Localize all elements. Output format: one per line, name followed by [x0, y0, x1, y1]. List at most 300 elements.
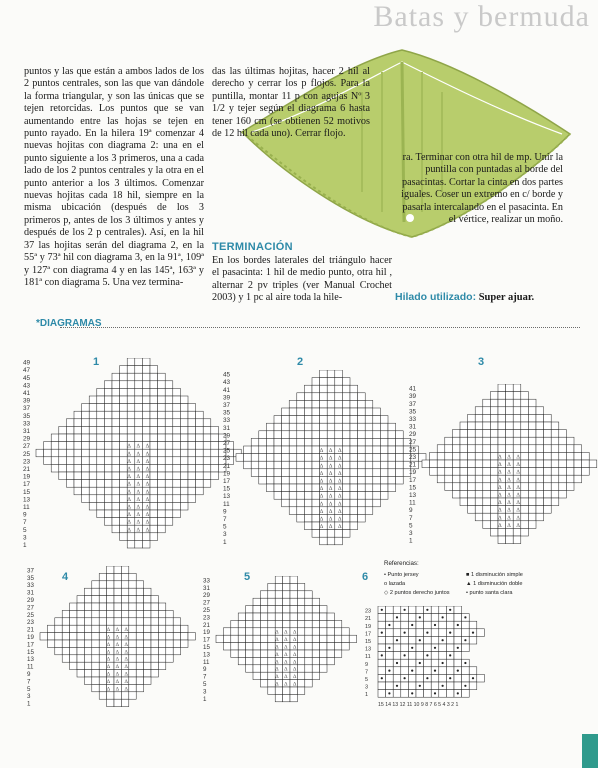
decrease-symbol: ∆ [136, 481, 141, 488]
chart-cell [312, 385, 320, 393]
decrease-symbol: ∆ [319, 501, 324, 508]
chart-cell [84, 618, 91, 625]
decrease-symbol: ∆ [338, 486, 342, 493]
chart-cell [358, 507, 366, 515]
decrease-symbol: ∆ [145, 451, 150, 458]
chart-cell [70, 633, 77, 640]
chart-cell [373, 446, 381, 454]
row-number: 33 [23, 420, 31, 428]
chart-cell [151, 610, 158, 617]
row-number: 1 [223, 538, 227, 546]
chart-cell [129, 662, 136, 669]
chart-cell [104, 449, 112, 457]
chart-cell [253, 613, 260, 620]
chart-cell [283, 576, 290, 583]
chart-cell [144, 603, 151, 610]
chart-cell [454, 682, 462, 690]
chart-cell [275, 591, 282, 598]
chart-cell [393, 652, 401, 660]
chart-cell [120, 419, 128, 427]
chart-cell [158, 610, 165, 617]
decrease-symbol: ∆ [284, 644, 288, 651]
chart-cell [408, 682, 416, 690]
chart-cell [158, 510, 166, 518]
decrease-symbol: ∆ [284, 674, 288, 681]
chart-cell [274, 416, 282, 424]
chart-cell [462, 690, 470, 698]
body-column-1 [24, 66, 204, 289]
chart-cell [268, 687, 275, 694]
chart-cell [396, 431, 404, 439]
decrease-symbol: ∆ [115, 671, 120, 678]
chart-cell [142, 381, 150, 389]
chart-cell [268, 657, 275, 664]
decrease-symbol: ∆ [115, 649, 120, 656]
chart-cell [66, 442, 74, 450]
chart-cell [158, 457, 166, 465]
chart-cell [99, 655, 106, 662]
chart-cell [536, 407, 544, 415]
decrease-symbol: ∆ [329, 493, 333, 500]
diagram-5 [202, 576, 361, 706]
chart-cell [282, 454, 290, 462]
chart-cell [320, 416, 328, 424]
chart-cell [439, 621, 447, 629]
chart-cell [320, 537, 328, 545]
chart-cell [431, 652, 439, 660]
chart-cell [304, 514, 312, 522]
chart-cell [335, 423, 343, 431]
decrease-symbol: ∆ [136, 512, 141, 519]
decrease-symbol: ∆ [498, 522, 502, 529]
chart-cell [260, 680, 267, 687]
chart-cell [469, 636, 477, 644]
chart-cell [127, 388, 135, 396]
chart-cell [312, 613, 319, 620]
chart-cell [483, 490, 491, 498]
decrease-symbol: ∆ [319, 455, 324, 462]
page-tab-marker [582, 734, 598, 768]
chart-cell [129, 684, 136, 691]
chart-cell [173, 404, 181, 412]
stitch-mark [464, 685, 466, 687]
chart-cell [180, 464, 188, 472]
stitch-mark [434, 670, 436, 672]
chart-cell [513, 414, 521, 422]
chart-cell [408, 606, 416, 614]
chart-cell [536, 483, 544, 491]
decrease-symbol: ∆ [338, 501, 342, 508]
chart-cell [528, 399, 536, 407]
chart-cell [373, 476, 381, 484]
chart-cell [378, 614, 386, 622]
chart-cell [289, 416, 297, 424]
chart-cell [260, 650, 267, 657]
chart-cell [136, 603, 143, 610]
chart-cell [89, 426, 97, 434]
row-number: 31 [203, 584, 210, 592]
chart-cell [460, 452, 468, 460]
chart-cell [231, 643, 238, 650]
chart-cell [151, 640, 158, 647]
chart-cell [112, 480, 120, 488]
chart-cell [320, 530, 328, 538]
row-number: 19 [23, 473, 31, 481]
chart-cell [84, 655, 91, 662]
chart-cell [483, 521, 491, 529]
chart-cell [380, 484, 388, 492]
stitch-mark [442, 639, 444, 641]
row-number: 15 [223, 485, 231, 493]
chart-cell [114, 692, 121, 699]
row-number: 7 [409, 514, 413, 522]
chart-cell [135, 540, 143, 548]
chart-cell [350, 438, 358, 446]
chart-cell [483, 468, 491, 476]
decrease-symbol: ∆ [124, 656, 128, 663]
chart-cell [452, 445, 460, 453]
chart-cell [312, 446, 320, 454]
chart-cell [431, 674, 439, 682]
decrease-symbol: ∆ [145, 474, 150, 481]
chart-cell [312, 507, 320, 515]
chart-cell [121, 566, 128, 573]
chart-cell [304, 522, 312, 530]
decrease-symbol: ∆ [507, 469, 511, 476]
chart-cell [136, 596, 143, 603]
chart-cell [342, 438, 350, 446]
chart-cell [320, 650, 327, 657]
chart-cell [99, 692, 106, 699]
chart-cell [120, 381, 128, 389]
chart-cell [92, 640, 99, 647]
chart-cell [55, 640, 62, 647]
chart-cell [150, 426, 158, 434]
decrease-symbol: ∆ [516, 507, 520, 514]
chart-cell [47, 633, 54, 640]
chart-cell [158, 518, 166, 526]
chart-cell [203, 434, 211, 442]
decrease-symbol: ∆ [516, 500, 520, 507]
chart-cell [92, 603, 99, 610]
chart-cell [320, 431, 328, 439]
chart-cell [498, 430, 506, 438]
decrease-symbol: ∆ [338, 463, 342, 470]
chart-cell [266, 484, 274, 492]
chart-cell [166, 618, 173, 625]
ref-punto-jersey: • Punto jersey [384, 572, 419, 578]
row-number: 31 [223, 424, 231, 432]
decrease-symbol: ∆ [507, 454, 511, 461]
hilado-value: Super ajuar. [478, 292, 535, 303]
chart-cell [173, 396, 181, 404]
chart-cell [180, 396, 188, 404]
chart-cell [327, 530, 335, 538]
chart-cell [144, 633, 151, 640]
chart-cell [82, 480, 90, 488]
chart-cell [107, 596, 114, 603]
chart-cell [393, 644, 401, 652]
chart-cell [196, 472, 204, 480]
chart-cell [327, 620, 334, 627]
decrease-symbol: ∆ [136, 489, 141, 496]
chart-cell [77, 640, 84, 647]
stitch-mark [396, 662, 398, 664]
row-number: 39 [23, 397, 31, 405]
chart-cell [51, 442, 59, 450]
chart-cell [275, 598, 282, 605]
chart-cell [112, 442, 120, 450]
chart-cell [431, 682, 439, 690]
chart-cell [82, 472, 90, 480]
decrease-symbol: ∆ [507, 515, 511, 522]
row-number: 41 [23, 390, 31, 397]
decrease-symbol: ∆ [329, 524, 333, 531]
chart-cell [173, 434, 181, 442]
chart-cell [350, 499, 358, 507]
chart-cell [260, 591, 267, 598]
chart-cell [150, 404, 158, 412]
chart-cell [468, 490, 476, 498]
chart-cell [439, 690, 447, 698]
stitch-mark [404, 632, 406, 634]
chart-cell [144, 647, 151, 654]
chart-cell [312, 620, 319, 627]
chart-cell [142, 426, 150, 434]
chart-cell [114, 573, 121, 580]
chart-cell [104, 464, 112, 472]
chart-cell [468, 475, 476, 483]
chart-cell [120, 411, 128, 419]
chart-cell [297, 454, 305, 462]
chart-cell [566, 452, 574, 460]
decrease-symbol: ∆ [275, 674, 279, 681]
chart-cell [259, 446, 267, 454]
stitch-mark [449, 632, 451, 634]
row-number: 13 [27, 656, 34, 664]
chart-cell [188, 487, 196, 495]
chart-cell [468, 437, 476, 445]
decrease-symbol: ∆ [136, 504, 141, 511]
chart-cell [144, 610, 151, 617]
chart-cell [238, 613, 245, 620]
chart-cell [135, 404, 143, 412]
decrease-symbol: ∆ [338, 493, 342, 500]
chart-cell [521, 498, 529, 506]
row-number: 13 [409, 492, 417, 499]
diagrams-divider [60, 327, 580, 328]
chart-cell [468, 430, 476, 438]
chart-cell [475, 498, 483, 506]
chart-cell [127, 411, 135, 419]
chart-cell [506, 445, 514, 453]
chart-cell [150, 518, 158, 526]
chart-cell [283, 620, 290, 627]
column2-text: das las últimas hojitas, hacer 2 hil al derecho y cerrar los p flojos. Para la puntilla, montar 11 p con agujas Nº 3 1/2 y tejer según el diagrama 6 hasta tener 160 cm (se obtienen 52 motivos de 12 hil cada uno). Cerrar flojo. [212, 66, 370, 140]
chart-cell [158, 388, 166, 396]
chart-cell [490, 468, 498, 476]
decrease-symbol: ∆ [293, 659, 297, 666]
chart-cell [475, 460, 483, 468]
chart-cell [120, 449, 128, 457]
chart-cell [135, 373, 143, 381]
chart-cell [528, 437, 536, 445]
chart-cell [151, 655, 158, 662]
chart-cell [135, 396, 143, 404]
chart-cell [468, 498, 476, 506]
chart-cell [490, 513, 498, 521]
row-number: 13 [223, 493, 231, 501]
chart-cell [350, 416, 358, 424]
chart-cell [107, 588, 114, 595]
terminacion-title: TERMINACIÓN [212, 241, 293, 253]
chart-cell [380, 476, 388, 484]
chart-cell [380, 454, 388, 462]
decrease-symbol: ∆ [145, 458, 150, 465]
chart-cell [99, 581, 106, 588]
stitch-mark [434, 647, 436, 649]
chart-cell [114, 603, 121, 610]
chart-cell [203, 426, 211, 434]
chart-cell [62, 625, 69, 632]
chart-cell [528, 521, 536, 529]
chart-cell [282, 461, 290, 469]
decrease-symbol: ∆ [275, 659, 279, 666]
decrease-symbol: ∆ [498, 515, 502, 522]
chart-cell [74, 434, 82, 442]
chart-cell [260, 635, 267, 642]
decrease-symbol: ∆ [136, 496, 141, 503]
chart-cell [498, 445, 506, 453]
chart-cell [282, 416, 290, 424]
chart-cell [312, 454, 320, 462]
chart-cell [335, 370, 343, 378]
chart-cell [342, 469, 350, 477]
chart-cell [120, 472, 128, 480]
chart-cell [342, 484, 350, 492]
row-number: 17 [23, 481, 31, 489]
decrease-symbol: ∆ [516, 469, 520, 476]
hilado-line [395, 291, 534, 303]
row-number: 37 [27, 567, 34, 575]
stitch-mark [388, 624, 390, 626]
row-number: 23 [365, 608, 372, 615]
chart-cell [312, 657, 319, 664]
chart-cell [350, 454, 358, 462]
row-number: 1 [203, 695, 207, 703]
chart-cell [266, 469, 274, 477]
chart-cell [312, 378, 320, 386]
chart-cell [92, 670, 99, 677]
chart-cell [89, 442, 97, 450]
chart-cell [304, 446, 312, 454]
chart-cell [566, 475, 574, 483]
chart-cell [393, 674, 401, 682]
stitch-mark [457, 647, 459, 649]
chart-cell [84, 610, 91, 617]
chart-cell [416, 629, 424, 637]
chart-cell [536, 490, 544, 498]
decrease-symbol: ∆ [127, 489, 131, 496]
chart-cell [127, 419, 135, 427]
decrease-symbol: ∆ [507, 462, 511, 469]
chart-cell [386, 629, 394, 637]
decrease-symbol: ∆ [293, 651, 297, 658]
chart-cell [365, 476, 373, 484]
decrease-symbol: ∆ [127, 481, 131, 488]
chart-cell [180, 442, 188, 450]
chart-cell [77, 618, 84, 625]
chart-cell [173, 442, 181, 450]
chart-cell [142, 434, 150, 442]
row-number: 19 [365, 623, 372, 630]
chart-cell [468, 468, 476, 476]
chart-cell [112, 495, 120, 503]
chart-cell [282, 446, 290, 454]
chart-cell [165, 442, 173, 450]
row-number: 19 [409, 469, 417, 477]
chart-cell [290, 606, 297, 613]
chart-cell [188, 457, 196, 465]
chart-cell [454, 674, 462, 682]
chart-cell [396, 438, 404, 446]
chart-cell [196, 449, 204, 457]
chart-cell [203, 419, 211, 427]
chart-cell [260, 628, 267, 635]
chart-cell [127, 358, 135, 366]
chart-cell [424, 621, 432, 629]
chart-cell [216, 635, 223, 642]
chart-cell [396, 476, 404, 484]
chart-cell [158, 442, 166, 450]
chart-cell [259, 461, 267, 469]
chart-cell [120, 518, 128, 526]
diagram-5-number: 5 [244, 571, 251, 583]
row-number: 23 [27, 619, 34, 627]
chart-cell [92, 662, 99, 669]
chart-cell [289, 431, 297, 439]
chart-cell [297, 672, 304, 679]
chart-cell [401, 667, 409, 675]
row-number: 27 [223, 440, 231, 447]
chart-cell [327, 408, 335, 416]
decrease-symbol: ∆ [329, 463, 333, 470]
chart-cell [74, 472, 82, 480]
chart-cell [104, 396, 112, 404]
chart-cell [74, 457, 82, 465]
chart-cell [342, 408, 350, 416]
chart-cell [544, 422, 552, 430]
chart-cell [290, 598, 297, 605]
chart-cell [51, 457, 59, 465]
row-number: 9 [23, 511, 27, 519]
chart-cell [203, 472, 211, 480]
chart-cell [365, 423, 373, 431]
stitch-mark [381, 654, 383, 656]
chart-cell [70, 655, 77, 662]
chart-cell [477, 674, 485, 682]
chart-cell [452, 490, 460, 498]
decrease-symbol: ∆ [516, 454, 520, 461]
chart-cell [188, 480, 196, 488]
chart-cell [559, 468, 567, 476]
chart-cell [312, 416, 320, 424]
chart-cell [430, 460, 438, 468]
chart-cell [150, 464, 158, 472]
chart-cell [490, 521, 498, 529]
chart-cell [506, 422, 514, 430]
decrease-symbol: ∆ [115, 678, 120, 685]
